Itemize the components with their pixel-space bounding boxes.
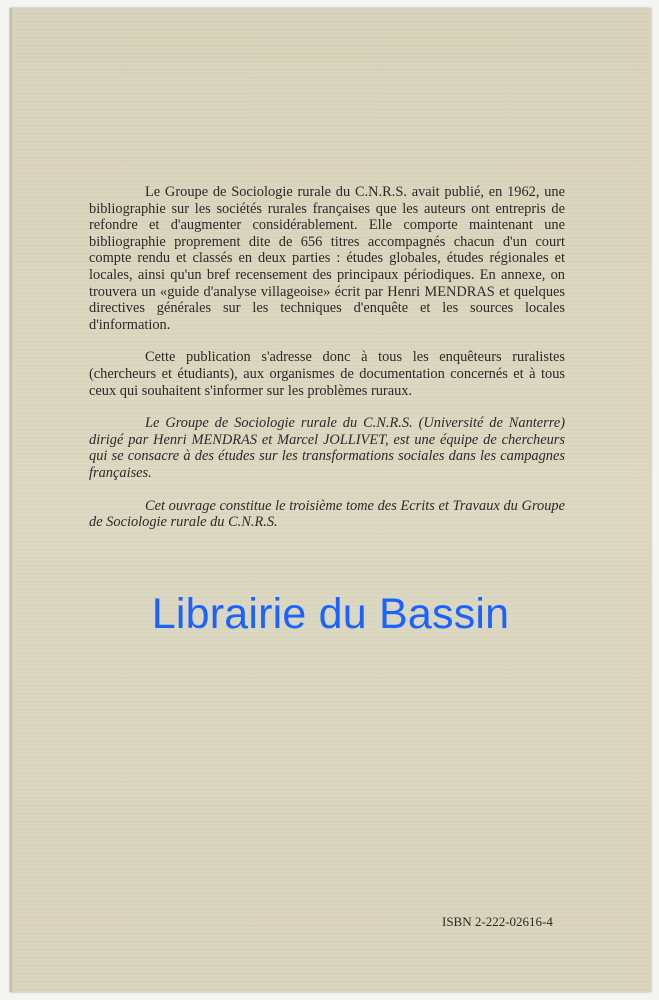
isbn-number: ISBN 2-222-02616-4 xyxy=(442,914,553,929)
paragraph-group: Le Groupe de Sociologie rurale du C.N.R.S. (Université de Nanterre) dirigé par Henri MENDRAS et Marcel JOLLIVET, est une équipe de chercheurs qui se consacre à des études sur les transformations sociales dans les campagnes françaises. xyxy=(89,415,565,481)
paragraph-audience: Cette publication s'adresse donc à tous les enquêteurs ruralistes (chercheurs et étudiants), aux organismes de documentation concernés et à tous ceux qui souhaitent s'informer sur les problèmes ruraux. xyxy=(89,349,565,399)
cover-edge xyxy=(10,8,13,992)
blurb-text xyxy=(89,184,565,547)
paragraph-series: Cet ouvrage constitue le troisième tome des Ecrits et Travaux du Groupe de Sociologie rurale du C.N.R.S. xyxy=(89,497,565,531)
book-back-cover xyxy=(10,8,651,992)
seller-watermark: Librairie du Bassin xyxy=(151,590,510,638)
paragraph-intro: Le Groupe de Sociologie rurale du C.N.R.S. avait publié, en 1962, une bibliographie sur les sociétés rurales françaises que les auteurs ont entrepris de refondre et d'augmenter considérablement. Elle comporte maintenant une bibliographie proprement dite de 656 titres accompagnés chacun d'un court compte rendu et classés en deux parties : études globales, études régionales et locales, ainsi qu'un bref recensement des principaux périodiques. En annexe, on trouvera un «guide d'analyse villageoise» écrit par Henri MENDRAS et quelques directives générales sur les techniques d'enquête et les sources locales d'information. xyxy=(89,184,565,333)
